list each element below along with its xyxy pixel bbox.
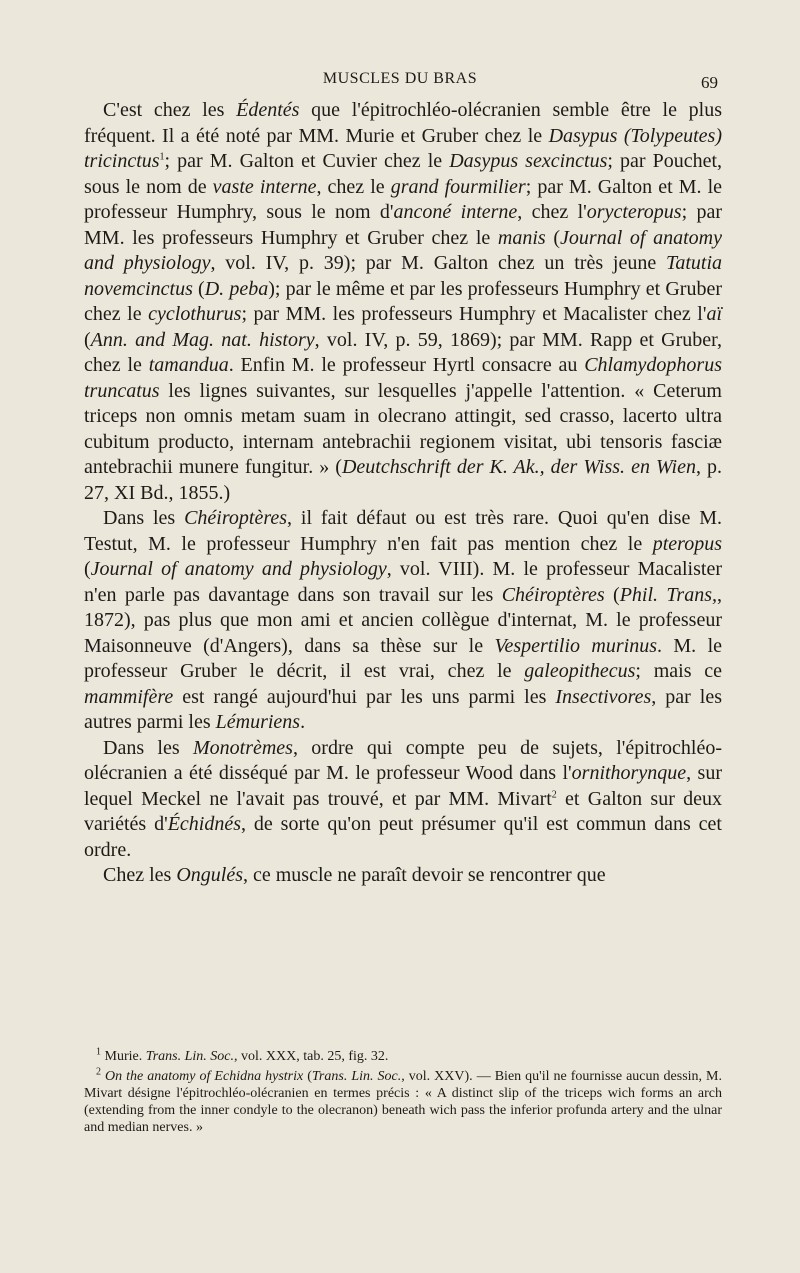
text-run: ( [545, 226, 561, 249]
running-title: MUSCLES DU BRAS [322, 70, 478, 87]
text-run: ; par MM. les professeurs Humphry et Macalister chez l' [241, 303, 707, 325]
text-run: ; par M. Galton et M. le professeur Humphry, sous le nom d' [84, 175, 723, 223]
italic-text: Ann. and Mag. nat. history [90, 328, 315, 351]
italic-text: Deutchschrift der K. Ak., der Wiss. en Wien [341, 456, 696, 478]
text-run: et Galton sur deux variétés d' [84, 787, 723, 835]
italic-text: On the anatomy of Echidna hystrix [105, 1069, 304, 1084]
text-run: Dans les [103, 507, 185, 529]
footnote-ref: 2 [551, 788, 557, 800]
text-run: . M. le professeur Gruber le décrit, il est vrai, chez le [84, 634, 723, 682]
text-run: Dans les [103, 736, 193, 759]
text-run: , vol. XXV). — Bien qu'il ne fournisse aucun dessin, M. Mivart désigne l'épitrochléo-olécranien en termes précis : « A distinct slip of the triceps wich forms an arch (extending from the inner condyle to the olecranon) beneath wich pass the inferior profunda artery and the ulnar and median nerves. » [84, 1069, 722, 1135]
text-run: , par les autres parmi les [84, 685, 722, 733]
footnote [84, 1068, 722, 1136]
text-run: , ordre qui compte peu de sujets, l'épitrochléo-olécranien a été disséqué par M. le professeur Wood dans l' [84, 736, 722, 784]
text-run: . Enfin M. le professeur Hyrtl consacre au [228, 354, 585, 376]
page-number: 69 [701, 73, 718, 92]
text-run: ); par le même et par les professeurs Humphry et Gruber chez le [84, 277, 722, 325]
text-run: , sur lequel Meckel ne l'avait pas trouvé, et par MM. Mivart [84, 762, 722, 810]
text-run: , vol. VIII). M. le professeur Macalister n'en parle pas davantage dans son travail sur les [84, 558, 722, 606]
italic-text: pteropus [652, 532, 722, 555]
text-run: , chez l' [517, 201, 587, 223]
italic-text: Vespertilio murinus [494, 634, 657, 657]
italic-text: Dasypus (Tolypeutes) tricinctus [84, 124, 722, 172]
italic-text: orycteropus [586, 201, 682, 223]
italic-text: Monotrèmes [192, 736, 293, 759]
text-run: , de sorte qu'on peut présumer qu'il est commun dans cet ordre. [84, 813, 722, 861]
paragraph [84, 98, 722, 506]
italic-text: Insectivores [555, 685, 652, 708]
italic-text: manis [497, 226, 546, 249]
italic-text: mammifère [84, 685, 174, 708]
italic-text: Dasypus sexcinctus [449, 150, 608, 172]
italic-text: D. peba [204, 277, 269, 300]
text-run: . [300, 711, 306, 733]
italic-text: Tatutia novemcinctus [84, 252, 723, 300]
text-run: , 1872), pas plus que mon ami et ancien collègue d'internat, M. le professeur Maisonneuve (d'Angers), dans sa thèse sur le [84, 583, 722, 657]
footnotes [84, 1048, 722, 1139]
italic-text: Journal of anatomy and physiology [90, 558, 387, 580]
text-run: , p. 27, XI Bd., 1855.) [84, 456, 722, 504]
italic-text: Phil. Trans, [619, 583, 717, 606]
text-run: ; par Pouchet, sous le nom de [84, 150, 723, 198]
text-run: ( [84, 558, 91, 580]
text-run: ; mais ce [635, 660, 722, 682]
text-run: ; par M. Galton et Cuvier chez le [164, 150, 450, 172]
italic-text: galeopithecus [524, 660, 636, 682]
text-run: ; par MM. les professeurs Humphry et Gruber chez le [84, 201, 723, 249]
italic-text: tamandua [148, 354, 229, 376]
text-run: Chez les [103, 864, 177, 886]
italic-text: grand fourmilier [390, 175, 526, 198]
italic-text: vaste interne [212, 175, 317, 198]
text-run: , il fait défaut ou est très rare. Quoi qu'en dise M. Testut, M. le professeur Humphry n'en fait pas mention chez le [84, 507, 722, 555]
text-run: ( [84, 328, 91, 351]
text-run: , vol. IV, p. 39); par M. Galton chez un très jeune [210, 252, 667, 274]
italic-text: Trans. Lin. Soc. [311, 1069, 402, 1084]
italic-text: anconé interne [393, 201, 518, 223]
italic-text: Journal of anatomy and physiology [84, 226, 722, 274]
italic-text: Trans. Lin. Soc. [145, 1049, 235, 1064]
text-run: , vol. IV, p. 59, 1869); par MM. Rapp et Gruber, chez le [84, 328, 722, 376]
footnote [84, 1048, 722, 1065]
paragraph [84, 506, 722, 736]
text-run: ( [604, 583, 620, 606]
paragraph [84, 863, 722, 889]
footnote-ref: 1 [159, 151, 165, 163]
text-run: Murie. [101, 1049, 146, 1064]
text-run: les lignes suivantes, sur lesquelles j'appelle l'attention. « Ceterum triceps non omnis metam suam in olecrano attingit, sed crasso, lacerto ultra cubitum producto, internam antebrachii regionem visitat, ubi tensoris fasciæ antebrachii munere fungitur. » ( [84, 379, 722, 478]
italic-text: Chéiroptères [501, 583, 605, 606]
italic-text: Chéiroptères [184, 507, 288, 529]
italic-text: aï [706, 303, 722, 325]
text-run: , chez le [316, 175, 391, 198]
text-run: que l'épitrochléo-olécranien semble être le plus fréquent. Il a été noté par MM. Murie et Gruber chez le [84, 99, 722, 147]
footnote-ref: 2 [96, 1066, 101, 1078]
text-run: ( [303, 1069, 312, 1084]
text-run: , ce muscle ne paraît devoir se rencontrer que [242, 864, 606, 886]
running-head [0, 70, 800, 94]
footnote-ref: 1 [96, 1046, 101, 1058]
italic-text: Échidnés [167, 813, 241, 835]
italic-text: Édentés [236, 99, 300, 121]
italic-text: ornithorynque [571, 762, 687, 784]
text-run: , vol. XXX, tab. 25, fig. 32. [234, 1049, 389, 1064]
italic-text: Ongulés [176, 864, 243, 886]
italic-text: Chlamydophorus truncatus [84, 354, 722, 402]
body-text [84, 98, 722, 889]
paragraph [84, 736, 722, 864]
text-run: C'est chez les [103, 99, 237, 121]
text-run: ( [192, 277, 205, 300]
italic-text: Lémuriens [215, 711, 301, 733]
text-run: est rangé aujourd'hui par les uns parmi les [173, 685, 556, 708]
italic-text: cyclothurus [148, 303, 242, 325]
